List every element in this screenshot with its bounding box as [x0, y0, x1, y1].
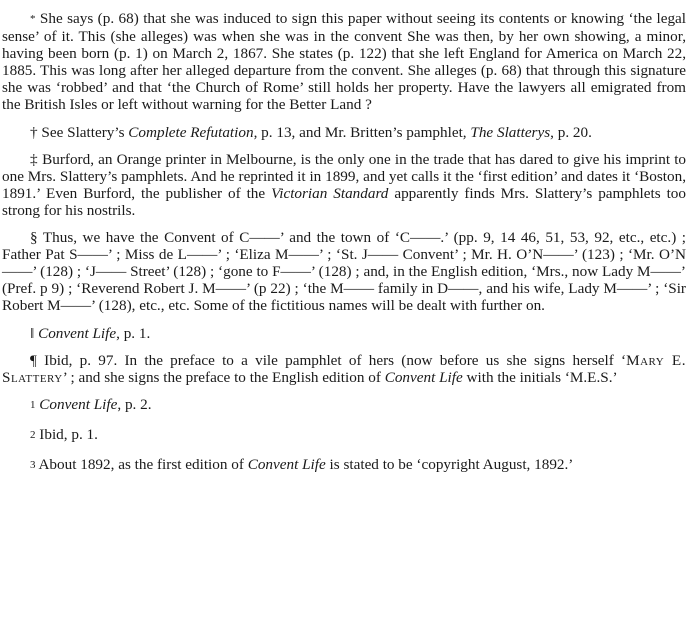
footnote	[2, 229, 686, 314]
footnote	[2, 325, 686, 342]
footnote-text: See Slattery’s	[41, 123, 129, 141]
footnote-mark: ‡	[30, 150, 38, 168]
footnote-text: with the initials ‘M.E.S.’	[462, 368, 618, 386]
italic-title: Convent Life	[247, 455, 326, 473]
footnote-text: Ibid, p. 1.	[39, 425, 98, 443]
italic-title: Convent Life	[39, 395, 118, 413]
footnote-text: Burford, an Orange printer in Melbourne, is the only one in the trade that has dared to give his imprint to one Mrs. Slattery’s pamphlets. And he reprinted it in 1899, and yet calls it the ‘first edition’ and dates it ‘Boston, 1891.’ Even Burford, the publisher of the	[2, 150, 687, 202]
footnote	[2, 456, 686, 474]
footnote-text: is stated to be ‘copyright August, 1892.’	[325, 455, 574, 473]
footnote-mark: *	[30, 13, 36, 25]
footnote-mark: 3	[30, 458, 36, 471]
italic-title: Complete Refutation	[128, 123, 254, 141]
footnote	[2, 426, 686, 444]
footnote-text: , p. 1.	[116, 324, 151, 342]
footnote-mark: ¶	[30, 351, 37, 369]
footnote-text: , p. 2.	[117, 395, 152, 413]
footnote-text: Thus, we have the Convent of C——’ and the town of ‘C——.’ (pp. 9, 14 46, 51, 53, 92, etc., etc.) ; Father Pat S——’ ; Miss de L——’ ; ‘Eliza M——’ ; ‘St. J—— Convent’ ; Mr. H. O’N——’ (123) ; ‘Mr. O’N——’ (128) ; ‘J—— Street’ (128) ; ‘gone to F——’ (128) ; and, in the English edition, ‘Mrs., now Lady M——’ (Pref. p 9) ; ‘Reverend Robert J. M——’ (p 22) ; ‘the M—— family in D——, and his wife, Lady M——’ ; ‘Sir Robert M——’ (128), etc., etc. Some of the fictitious names will be dealt with further on.	[2, 229, 686, 315]
footnote	[2, 10, 686, 114]
footnote	[2, 151, 686, 219]
footnote	[2, 396, 686, 414]
footnote-text: apparently finds Mrs. Slattery’s pamphlets too strong for his nostrils.	[2, 184, 686, 219]
footnote-text: ’ ; and she signs the preface to the English edition of	[62, 368, 385, 386]
footnote-mark: §	[30, 229, 38, 247]
footnote-text: Ibid, p. 97. In the preface to a vile pamphlet of hers (now before us she signs herself ‘	[44, 351, 627, 369]
footnote-text: She says (p. 68) that she was induced to sign this paper without seeing its contents or knowing ‘the legal sense’ of it. This (she alleges) was when she was in the convent She was then, by her own showing, a minor, having been born (p. 1) on March 2, 1867. She states (p. 122) that she left England for America on March 22, 1885. This was long after her alleged departure from the convent. She alleges (p. 68) that through this signature she was ‘robbed’ and that ‘the Church of Rome’ still holds her property. Have the lawyers all emigrated from the British Isles or left without warning for the Better Land ?	[2, 10, 687, 114]
footnote-mark: ‖	[30, 324, 35, 342]
footnote-text: , p. 13, and Mr. Britten’s pamphlet,	[253, 123, 471, 141]
footnote	[2, 124, 686, 141]
footnote-text: About 1892, as the first edition of	[38, 455, 248, 473]
italic-title: The Slatterys	[470, 123, 551, 141]
footnote-mark: †	[30, 123, 38, 141]
footnote-mark: 1	[30, 398, 36, 411]
footnotes-list	[2, 10, 686, 474]
italic-title: Convent Life	[384, 368, 463, 386]
footnote	[2, 352, 686, 386]
italic-title: Convent Life	[38, 324, 117, 342]
footnote-mark: 2	[30, 428, 36, 441]
italic-title: Victorian Standard	[271, 184, 389, 202]
footnote-text: , p. 20.	[550, 123, 592, 141]
small-caps-text: Mary E. Slattery	[2, 351, 687, 386]
